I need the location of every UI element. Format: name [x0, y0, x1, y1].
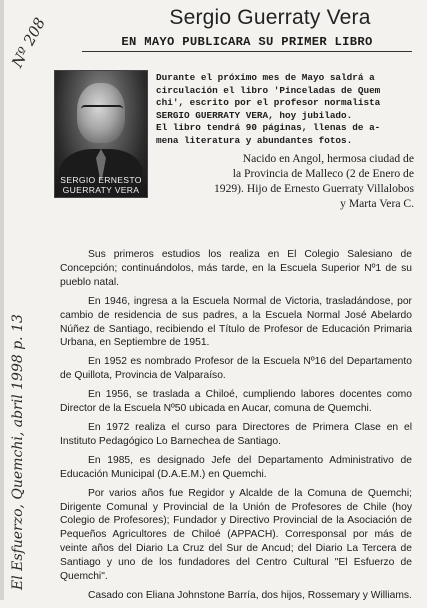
body-paragraph: En 1952 es nombrado Profesor de la Escuela Nº16 del Departamento de Quillota, Provincia de Valparaíso. — [60, 356, 412, 382]
handwritten-reference-number: Nº 208 — [8, 14, 50, 71]
photo-caption-line1: SERGIO ERNESTO — [60, 175, 142, 185]
article-subtitle: EN MAYO PUBLICARA SU PRIMER LIBRO — [82, 35, 412, 52]
handwritten-source-note: El Esfuerzo, Quemchi, abril 1998 p. 13 — [10, 314, 26, 590]
body-paragraph: En 1972 realiza el curso para Directores de Primera Clase en el Instituto Pedagógico Lo Barnechea de Santiago. — [60, 421, 412, 447]
photo-glasses — [81, 105, 123, 117]
page-edge — [0, 0, 4, 600]
body-paragraph: Sus primeros estudios los realiza en El Colegio Salesiano de Concepción; continuándolos, más tarde, en la Escuela Superior Nº1 de su pueblo natal. — [60, 249, 412, 288]
photo-caption-line2: GUERRATY VERA — [62, 185, 140, 195]
article-body — [60, 248, 412, 608]
birth-paragraph: Nacido en Angol, hermosa ciudad de la Provincia de Malleco (2 de Enero de 1929). Hijo de Ernesto Guerraty Villalobos y Marta Vera C. — [213, 152, 414, 210]
author-photo — [54, 70, 148, 198]
body-paragraph: En 1946, ingresa a la Escuela Normal de Victoria, trasladándose, por cambio de residencia de sus padres, a la Escuela Normal José Abelardo Núñez de Santiago, recibiendo el Título de Profesor de Educación Primaria Urbana, en Septiembre de 1951. — [60, 295, 412, 349]
body-paragraph: En 1985, es designado Jefe del Departamento Administrativo de Educación Municipal (D.A.E.M.) en Quemchi. — [60, 454, 412, 480]
body-paragraph: Casado con Eliana Johnstone Barría, dos hijos, Rossemary y Williams. — [88, 589, 412, 601]
lead-paragraph: Durante el próximo mes de Mayo saldrá a circulación el libro 'Pinceladas de Quem chi', escrito por el profesor normalista SERGIO GUERRATY VERA, hoy jubilado. El libro tendrá 90 páginas, llenas de a- mena literatura y abundantes fotos. — [156, 72, 381, 146]
body-paragraph: Por varios años fue Regidor y Alcalde de la Comuna de Quemchi; Dirigente Comunal y Provincial de la Unión de Profesores de Chile (hoy Colegio de Profesores); Fundador y Directivo Provincial de la Asociación de Pequeños Agricultores de Chiloé (APPACH). Corresponsal por más de veinte años del Diario La Cruz del Sur de Ancud; del Diario La Tercera de Santiago y uno de los fundadores del Centro Cultural "El Esfuerzo de Quemchi". — [60, 487, 412, 583]
body-paragraph: En 1956, se traslada a Chiloé, cumpliendo labores docentes como Director de la Escuela Nº50 ubicada en Aucar, comuna de Quemchi. — [60, 389, 412, 415]
article-title: Sergio Guerraty Vera — [169, 6, 371, 29]
